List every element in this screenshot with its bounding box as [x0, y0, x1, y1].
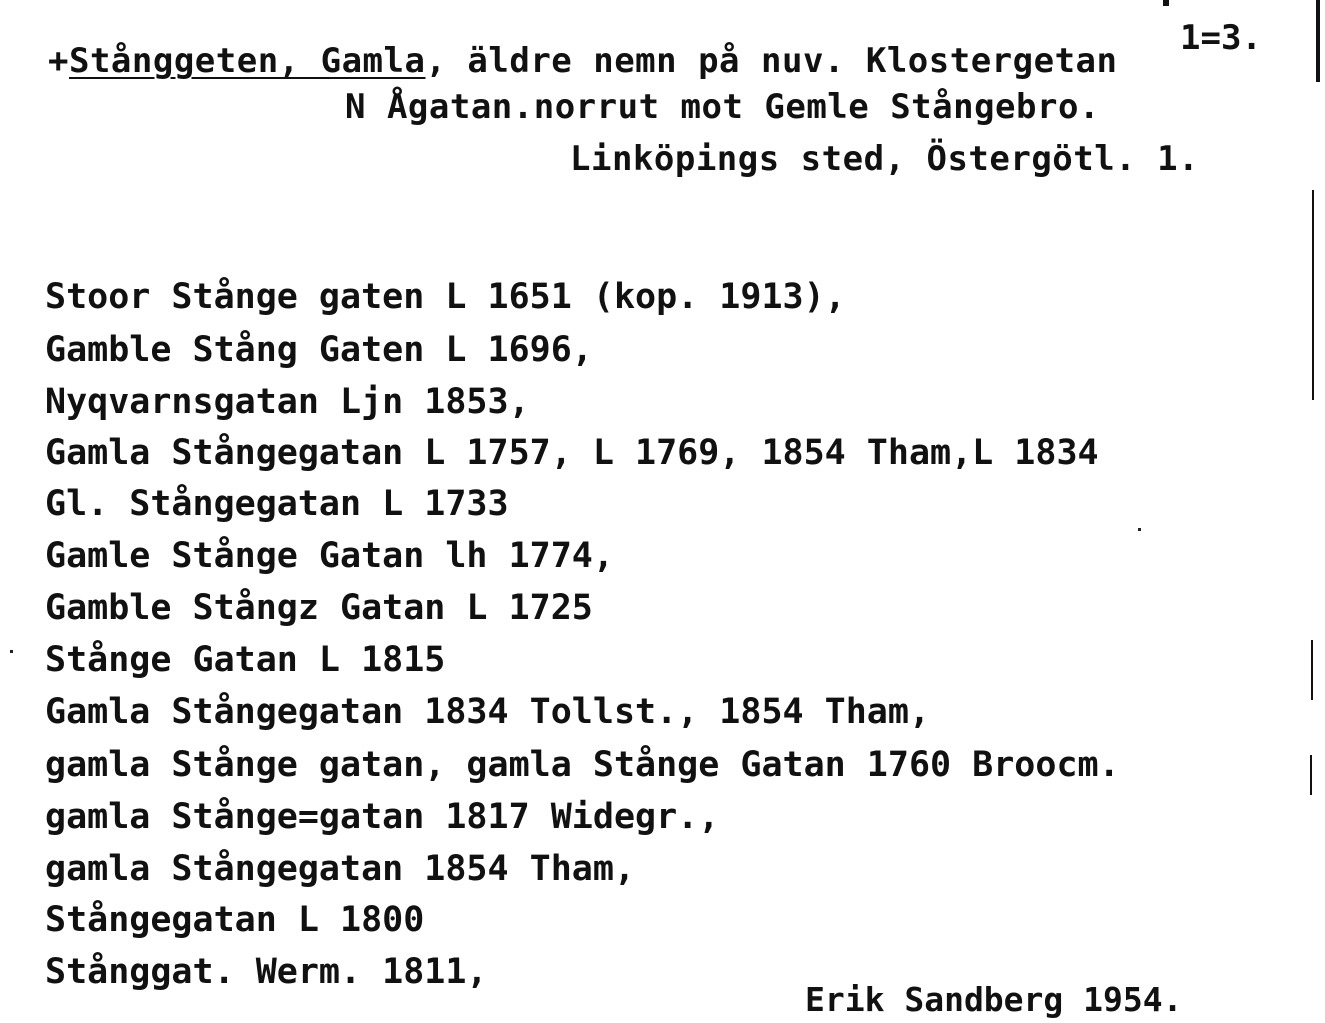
entry-row: Nyqvarnsgatan Ljn 1853,: [45, 382, 530, 422]
header-prefix: +: [48, 41, 69, 81]
entry-row: Gl. Stångegatan L 1733: [45, 484, 509, 524]
headword: Stånggeten, Gamla: [68, 41, 426, 81]
header-line-3: Linköpings sted, Östergötl. 1.: [570, 139, 1200, 179]
header-line-1: [48, 41, 1118, 81]
header-line-2: N Ågatan.norrut mot Gemle Stångebro.: [345, 87, 1100, 127]
card-edge-line: [1316, 0, 1320, 82]
header-line-1-rest: , äldre nemn på nuv. Klostergetan: [425, 41, 1118, 81]
entry-row: Stånge Gatan L 1815: [45, 640, 446, 680]
card-edge-line: [1311, 640, 1313, 700]
entry-row: Gamble Stångz Gatan L 1725: [45, 588, 593, 628]
entry-row: Stångegatan L 1800: [45, 900, 425, 940]
card-edge-line: [1310, 755, 1312, 795]
entry-row: gamla Stångegatan 1854 Tham,: [45, 849, 636, 889]
card-number: 1=3.: [1180, 18, 1262, 58]
entry-row: Gamla Stångegatan 1834 Tollst., 1854 Tham,: [45, 692, 931, 732]
scan-speck: [1138, 528, 1141, 531]
entry-row: gamla Stånge gatan, gamla Stånge Gatan 1760 Broocm.: [45, 745, 1120, 785]
entry-row: Gamla Stångegatan L 1757, L 1769, 1854 Tham,L 1834: [45, 433, 1099, 473]
entry-row: Stånggat. Werm. 1811,: [45, 952, 488, 992]
entry-row: Stoor Stånge gaten L 1651 (kop. 1913),: [45, 277, 846, 317]
entry-row: Gamle Stånge Gatan lh 1774,: [45, 536, 614, 576]
card-edge-line: [1312, 190, 1314, 400]
scan-speck: [1163, 0, 1169, 6]
signature: Erik Sandberg 1954.: [805, 980, 1183, 1019]
scan-speck: [10, 650, 13, 653]
entry-row: gamla Stånge=gatan 1817 Widegr.,: [45, 797, 720, 837]
entry-row: Gamble Stång Gaten L 1696,: [45, 330, 593, 370]
